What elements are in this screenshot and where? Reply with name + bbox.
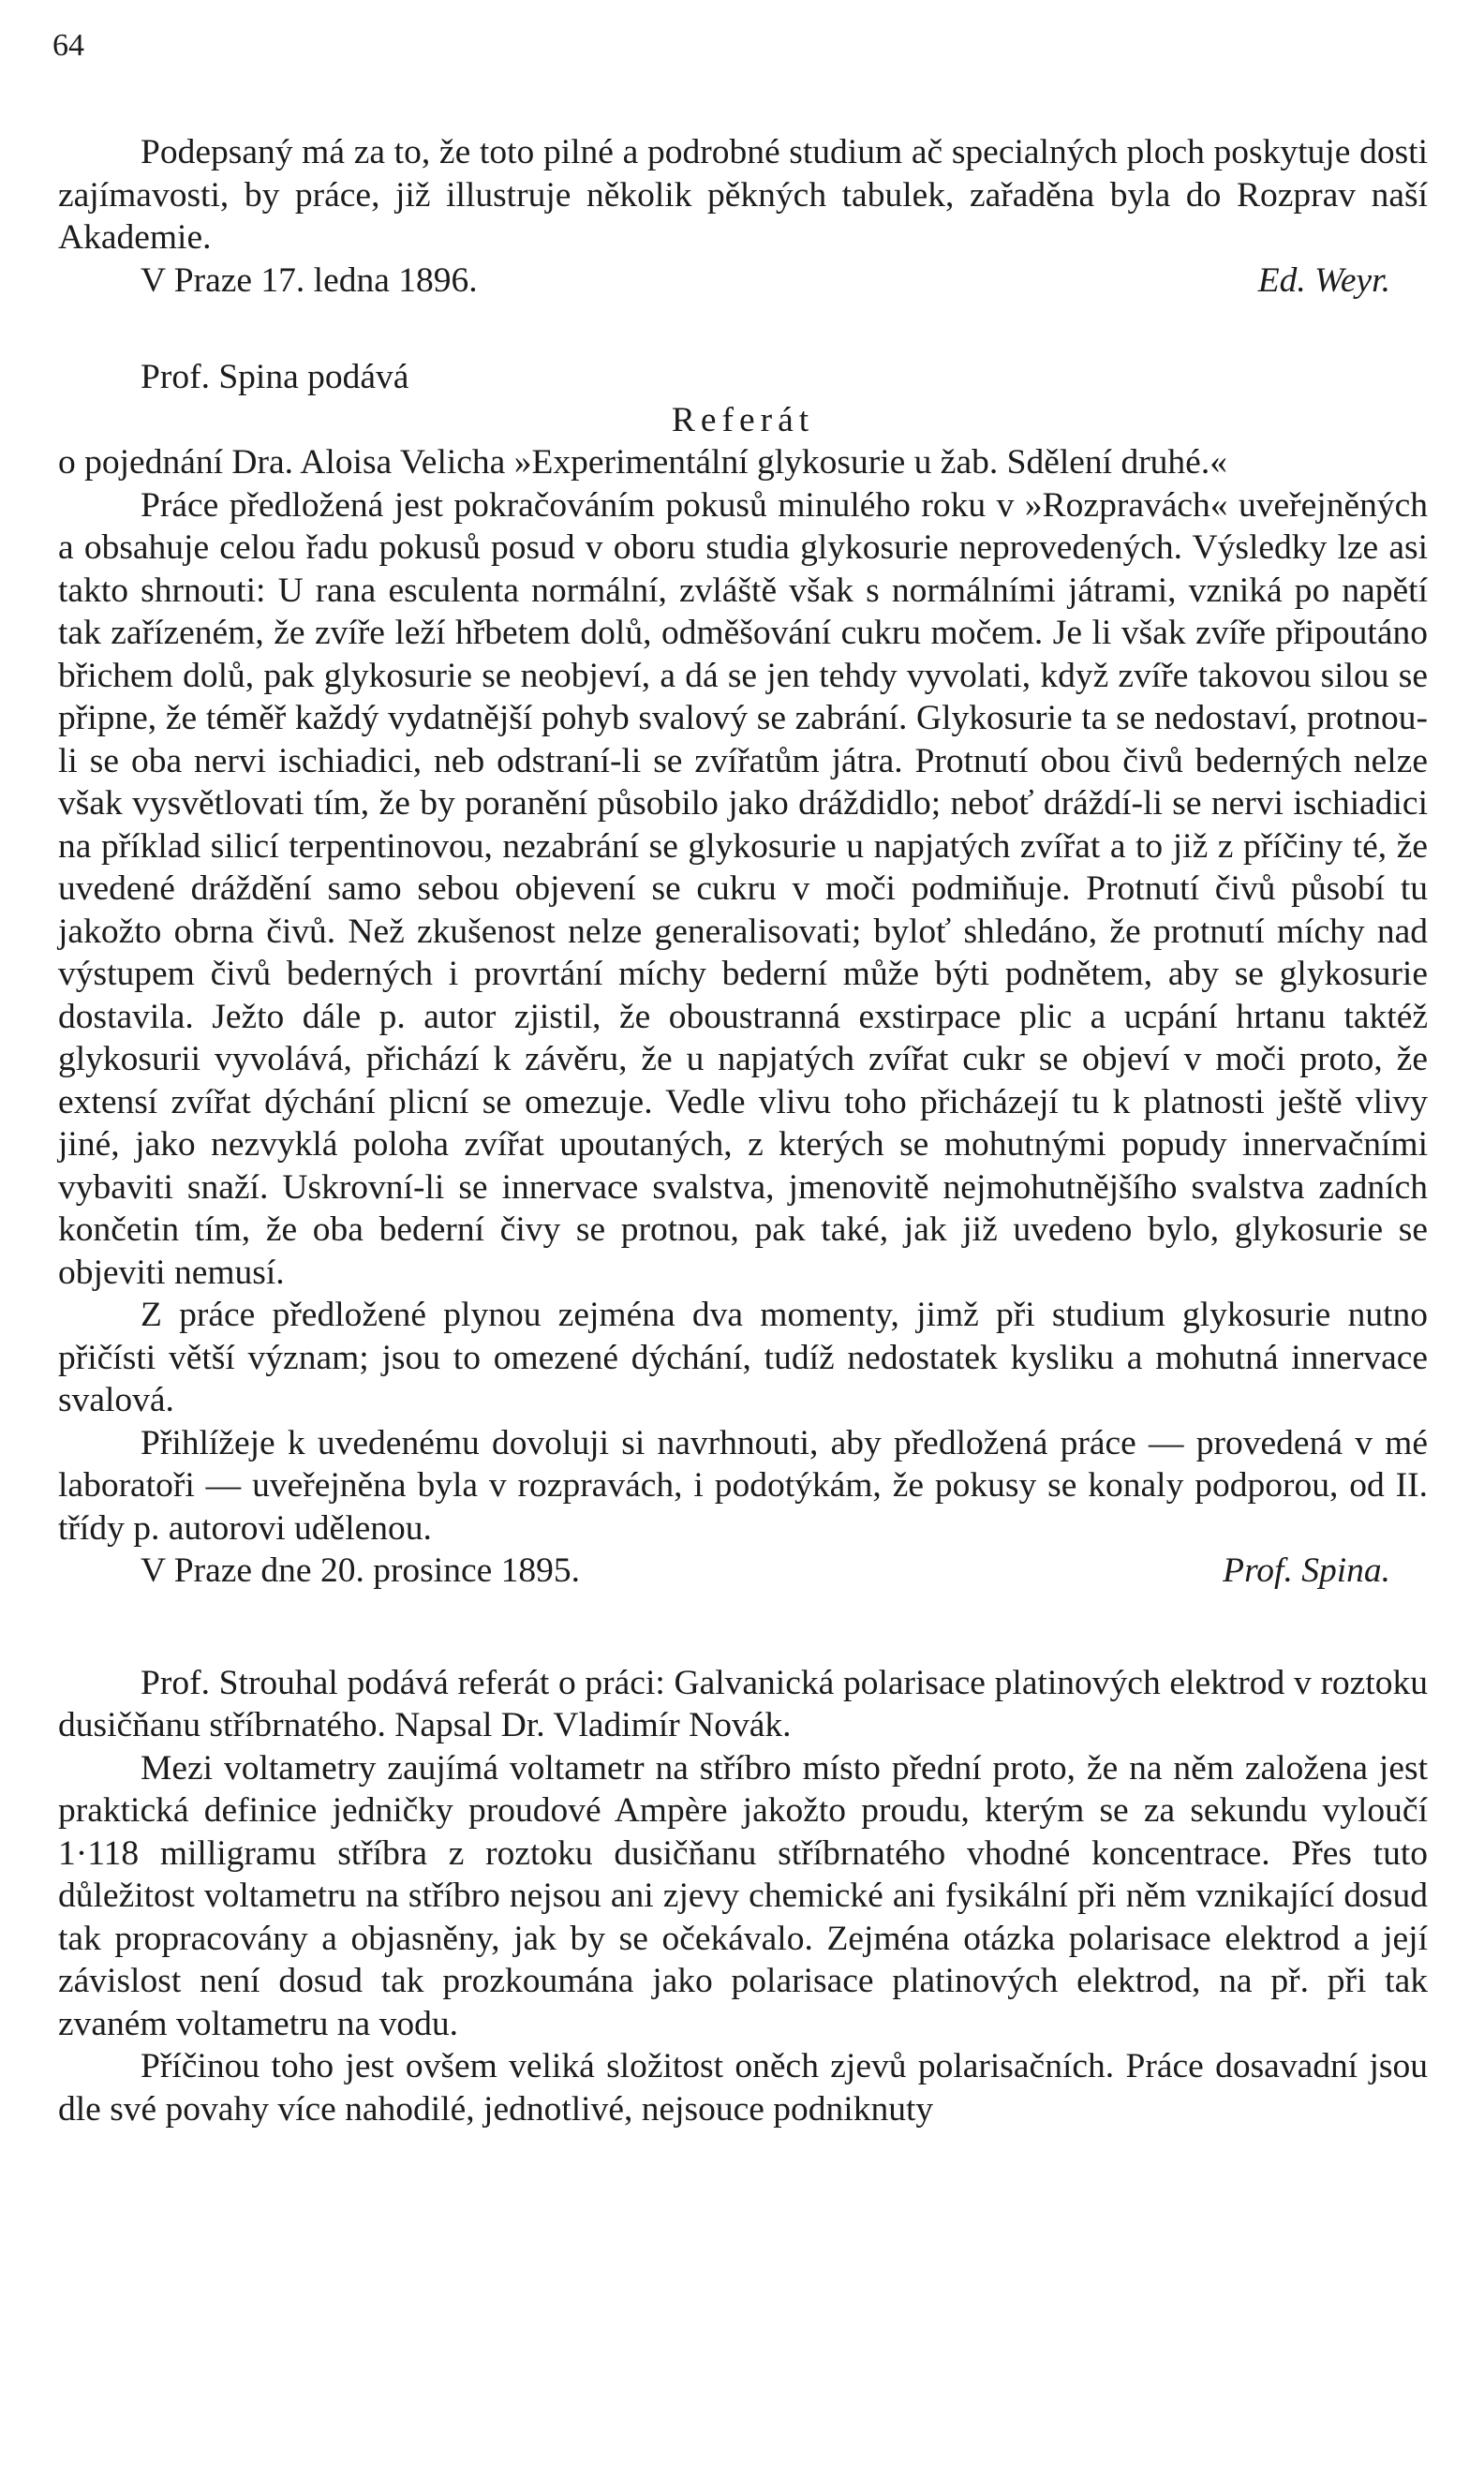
page-number: 64 <box>52 28 84 63</box>
signature-line-spina <box>58 1550 1428 1593</box>
report-subject: o pojednání Dra. Aloisa Velicha »Experimentální glykosurie u žab. Sdělení druhé.« <box>58 443 1227 482</box>
paragraph-velich-summary: Práce předložená jest pokračováním pokusů minulého roku v »Rozpravách« uveřejněných a obsahuje celou řadu pokusů posud v oboru studia glykosurie neprovedených. Výsledky lze asi takto shrnouti: U rana esculenta normální, zvláště však s normálními játrami, vzniká po napětí tak zařízeném, že zvíře leží hřbetem dolů, odměšování cukru močem. Je li však zvíře připoutáno břichem dolů, pak glykosurie se neobjeví, a dá se jen tehdy vyvolati, když zvíře takovou silou se připne, že téměř každý vydatnější pohyb svalový se zabrání. Glykosurie ta se nedostaví, protnou-li se oba nervi ischiadici, neb odstraní-li se zvířatům játra. Protnutí obou čivů bederných nelze však vysvětlovati tím, že by poranění působilo jako dráždidlo; neboť dráždí-li se nervi ischiadici na příklad silicí terpentinovou, nezabrání se glykosurie u napjatých zvířat a to již z příčiny té, že uvedené dráždění samo sebou objevení se cukru v moči podmiňuje. Protnutí čivů působí tu jakožto obrna čivů. Než zkušenost nelze generalisovati; byloť shledáno, že protnutí míchy nad výstupem čivů bederných i provrtání míchy bederní může býti podnětem, aby se glykosurie dostavila. Ježto dále p. autor zjistil, že oboustranná exstirpace plic a ucpání hrtanu taktéž glykosurii vyvolává, přichází k závěru, že u napjatých zvířat cukr se objeví v moči proto, že extensí zvířat dýchání plicní se omezuje. Vedle vlivu toho přicházejí tu k platnosti ještě vlivy jiné, jako nezvyklá poloha zvířat upoutaných, z kterých se mohutnými popudy innervačními vybaviti snaží. Uskrovní-li se innervace svalstva, jmenovitě nejmohutnějšího svalstva zadních končetin tím, že oba bederní čivy se protnou, pak také, jak již uvedeno bylo, glykosurie se objeviti nemusí. <box>58 485 1428 1292</box>
signature: Ed. Weyr. <box>1257 260 1390 300</box>
place-date: V Praze dne 20. prosince 1895. <box>141 1551 580 1590</box>
section-title: Referát <box>671 400 815 439</box>
presenter-line: Prof. Spina podává <box>141 358 409 396</box>
paragraph-polarisation: Příčinou toho jest ovšem veliká složitost oněch zjevů polarisačních. Práce dosavadní jsou dle své povahy více nahodilé, jednotlivé, nejsouce podniknuty <box>58 2047 1428 2129</box>
signature-line-weyr <box>58 260 1428 303</box>
signature: Prof. Spina. <box>1223 1551 1390 1590</box>
place-date: V Praze 17. ledna 1896. <box>141 260 478 300</box>
paragraph-proposal: Přihlížeje k uvedenému dovoluji si navrhnouti, aby předložená práce — provedená v mé laboratoři — uveřejněna byla v rozpravách, i podotýkám, že pokusy se konaly podporou, od II. třídy p. autorovi udělenou. <box>58 1423 1428 1548</box>
strouhal-report-heading: Prof. Strouhal podává referát o práci: Galvanická polarisace platinových elektrod v roztoku dusičňanu stříbrnatého. Napsal Dr. Vladimír Novák. <box>58 1663 1428 1744</box>
text-column <box>58 131 1428 2130</box>
paragraph-conclusion: Z práce předložené plynou zejména dva momenty, jimž při studium glykosurie nutno přičísti větší význam; jsou to omezené dýchání, tudíž nedostatek kysliku a mohutná innervace svalová. <box>58 1296 1428 1419</box>
paragraph-voltameter: Mezi voltametry zaujímá voltametr na stříbro místo přední proto, že na něm založena jest praktická definice jedničky proudové Ampère jakožto proudu, kterým se za sekundu vyloučí 1·118 milligramu stříbra z roztoku dusičňanu stříbrnatého vhodné koncentrace. Přes tuto důležitost voltametru na stříbro nejsou ani zjevy chemické ani fysikální při něm vznikající dosud tak propracovány a objasněny, jak by se očekávalo. Zejména otázka polarisace elektrod a její závislost není dosud tak prozkoumána jako polarisace platinových elektrod, na př. při tak zvaném voltametru na vodu. <box>58 1748 1428 2043</box>
paragraph-weyr-report: Podepsaný má za to, že toto pilné a podrobné studium ač specialných ploch poskytuje dosti zajímavosti, by práce, již illustruje několik pěkných tabulek, zařaděna byla do Rozprav naší Akademie. <box>58 133 1428 257</box>
